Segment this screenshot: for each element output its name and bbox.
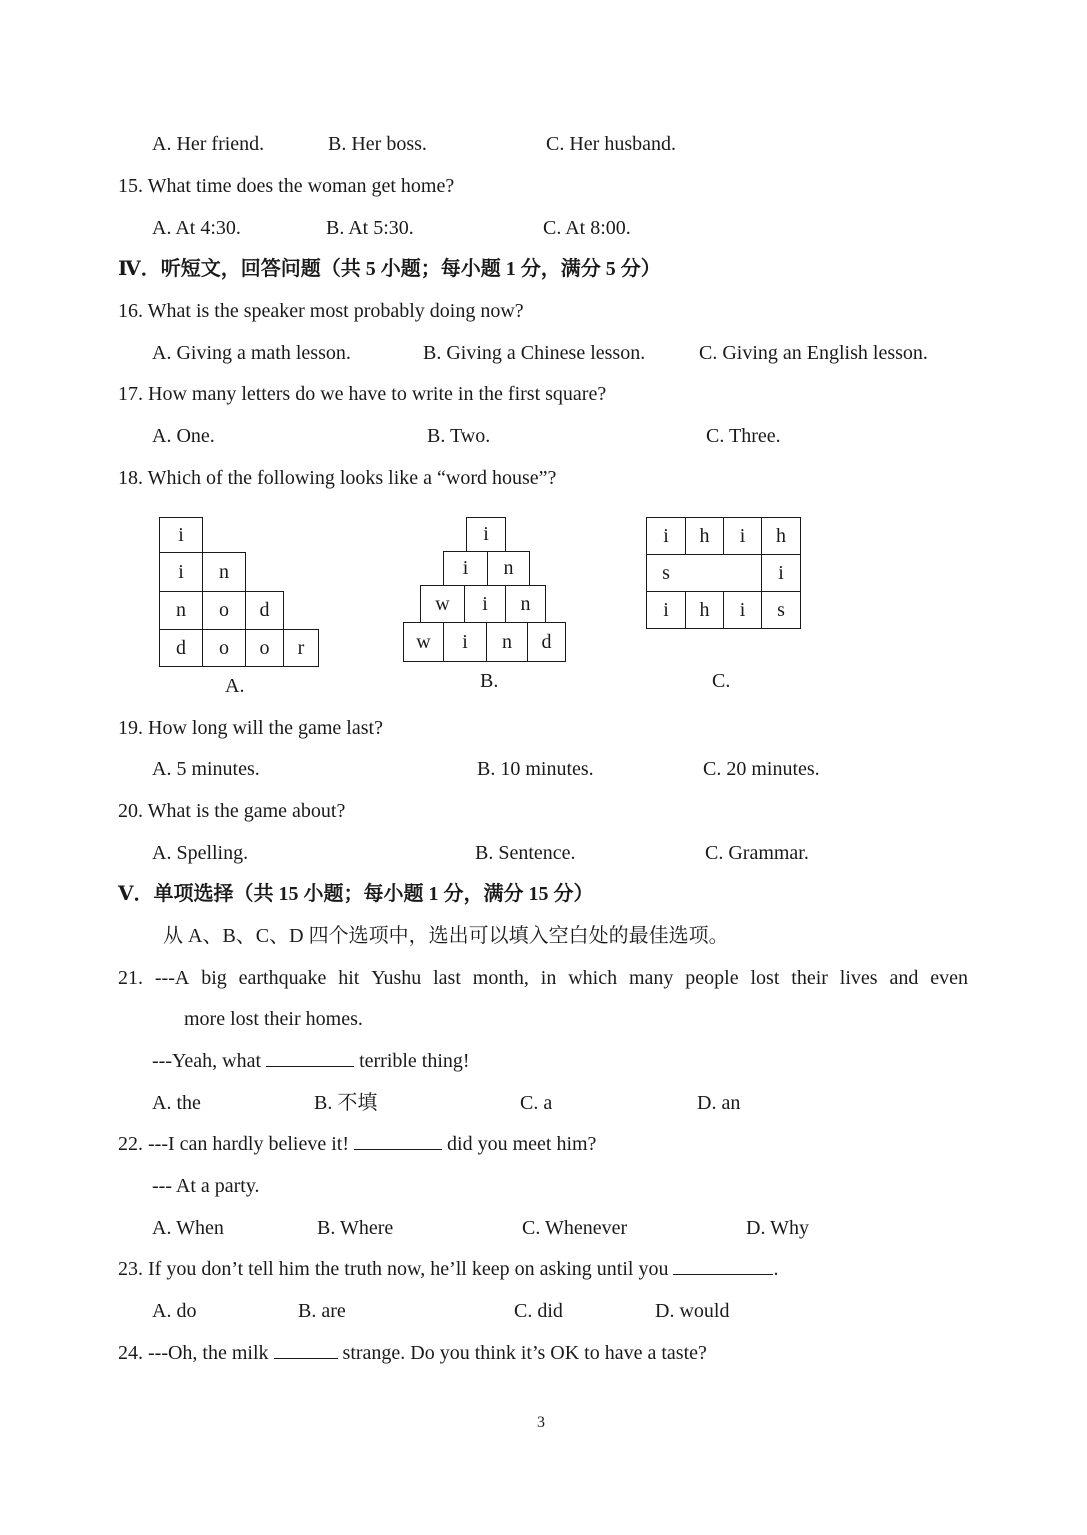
- q23-option-a: A. do: [152, 1300, 197, 1322]
- figure-b-cell: d: [527, 622, 566, 662]
- q21-word: even: [930, 967, 968, 989]
- q19-option-c: C. 20 minutes.: [703, 758, 820, 780]
- q23-stem-after: .: [773, 1258, 779, 1280]
- figure-c-cell: i: [723, 517, 762, 555]
- figure-c-cell: h: [761, 517, 801, 555]
- q17-option-b: B. Two.: [427, 425, 491, 447]
- q21-word: in: [540, 967, 557, 989]
- q14-option-b: B. Her boss.: [328, 133, 427, 155]
- q17-stem: 17. How many letters do we have to write in the first square?: [118, 383, 607, 405]
- q21-word: which: [568, 967, 618, 989]
- q16-option-c: C. Giving an English lesson.: [699, 342, 928, 364]
- figure-b-cell: n: [487, 551, 530, 586]
- q21-word: Yushu: [371, 967, 422, 989]
- figure-a-cell: i: [159, 552, 203, 592]
- q22-option-a: A. When: [152, 1217, 224, 1239]
- q22-option-c: C. Whenever: [522, 1217, 628, 1239]
- q21-stem-line2: more lost their homes.: [184, 1008, 363, 1030]
- figure-c-cell: i: [646, 591, 686, 629]
- figure-b-cell: i: [466, 517, 506, 552]
- figure-a-cell: i: [159, 517, 203, 553]
- q21-option-d: D. an: [697, 1092, 741, 1114]
- q21-reply-after: terrible thing!: [359, 1050, 470, 1072]
- q22-reply: --- At a party.: [152, 1175, 260, 1197]
- section-4-title: Ⅳ．听短文，回答问题（共 5 小题；每小题 1 分，满分 5 分）: [118, 258, 661, 280]
- q23-option-d: D. would: [655, 1300, 730, 1322]
- figure-a-cell: o: [202, 591, 246, 630]
- q21-option-a: A. the: [152, 1092, 201, 1114]
- figure-c-cell: i: [723, 591, 762, 629]
- q21-reply-before: ---Yeah, what: [152, 1050, 262, 1072]
- figure-c-cell: h: [685, 517, 724, 555]
- q21-word: people: [685, 967, 739, 989]
- page-number: 3: [537, 1414, 545, 1431]
- q17-option-a: A. One.: [152, 425, 215, 447]
- q21-option-c: C. a: [520, 1092, 553, 1114]
- q22-option-b: B. Where: [317, 1217, 394, 1239]
- figure-a-cell: n: [159, 591, 203, 630]
- q21-answer-blank[interactable]: [266, 1048, 354, 1067]
- q21-word: and: [889, 967, 919, 989]
- q17-option-c: C. Three.: [706, 425, 781, 447]
- figure-a-cell: r: [283, 629, 319, 667]
- figure-c-cell: i: [761, 554, 801, 592]
- q16-option-a: A. Giving a math lesson.: [152, 342, 351, 364]
- q20-option-a: A. Spelling.: [152, 842, 249, 864]
- q24-stem: [118, 1340, 707, 1366]
- figure-b-cell: n: [505, 585, 546, 623]
- q21-word: month,: [472, 967, 529, 989]
- figure-c-cell: i: [646, 517, 686, 555]
- figure-b-cell: i: [443, 551, 488, 586]
- figure-a-caption: A.: [225, 675, 245, 697]
- figure-a-cell: o: [202, 629, 246, 667]
- q16-option-b: B. Giving a Chinese lesson.: [423, 342, 646, 364]
- q15-option-b: B. At 5:30.: [326, 217, 414, 239]
- q22-option-d: D. Why: [746, 1217, 809, 1239]
- q23-option-c: C. did: [514, 1300, 563, 1322]
- q21-word: lost: [750, 967, 780, 989]
- q19-option-b: B. 10 minutes.: [477, 758, 594, 780]
- figure-b-cell: w: [403, 622, 444, 662]
- q21-word: 21.: [118, 967, 143, 989]
- q21-word: last: [433, 967, 461, 989]
- q14-option-c: C. Her husband.: [546, 133, 676, 155]
- figure-c-cell: s: [761, 591, 801, 629]
- figure-a-cell: d: [245, 591, 284, 630]
- q15-option-c: C. At 8:00.: [543, 217, 631, 239]
- q24-stem-after: strange. Do you think it’s OK to have a taste?: [342, 1342, 707, 1364]
- figure-b-cell: i: [464, 585, 506, 623]
- q22-stem-after: did you meet him?: [447, 1133, 597, 1155]
- q23-stem-before: 23. If you don’t tell him the truth now, he’ll keep on asking until you: [118, 1258, 669, 1280]
- section-5-instruction: 从 A、B、C、D 四个选项中，选出可以填入空白处的最佳选项。: [163, 925, 729, 947]
- q21-word: big: [201, 967, 227, 989]
- figure-a-cell: o: [245, 629, 284, 667]
- figure-c-cell: h: [685, 591, 724, 629]
- q21-word: earthquake: [238, 967, 327, 989]
- q21-option-b: B. 不填: [314, 1092, 378, 1114]
- q21-word: many: [628, 967, 674, 989]
- q21-word: hit: [338, 967, 360, 989]
- q15-option-a: A. At 4:30.: [152, 217, 241, 239]
- q21-word: lives: [839, 967, 878, 989]
- q22-stem: [118, 1131, 596, 1157]
- figure-b-caption: B.: [480, 670, 499, 692]
- q16-stem: 16. What is the speaker most probably doing now?: [118, 300, 524, 322]
- q14-option-a: A. Her friend.: [152, 133, 265, 155]
- q19-stem: 19. How long will the game last?: [118, 717, 383, 739]
- q18-stem: 18. Which of the following looks like a “word house”?: [118, 467, 557, 489]
- q24-answer-blank[interactable]: [274, 1340, 338, 1359]
- q15-stem: 15. What time does the woman get home?: [118, 175, 455, 197]
- q21-word: their: [791, 967, 828, 989]
- figure-a-cell: n: [202, 552, 246, 592]
- q20-stem: 20. What is the game about?: [118, 800, 346, 822]
- figure-c-empty-cell: [685, 554, 762, 592]
- figure-b-cell: i: [443, 622, 487, 662]
- q21-stem-line1: [118, 965, 968, 991]
- figure-a-cell: d: [159, 629, 203, 667]
- q20-option-c: C. Grammar.: [705, 842, 809, 864]
- q23-stem: [118, 1256, 778, 1282]
- q23-answer-blank[interactable]: [673, 1256, 773, 1275]
- figure-c-cell: s: [646, 554, 686, 592]
- q19-option-a: A. 5 minutes.: [152, 758, 260, 780]
- q21-word: ---A: [154, 967, 190, 989]
- figure-b-cell: n: [486, 622, 528, 662]
- q23-option-b: B. are: [298, 1300, 346, 1322]
- q22-answer-blank[interactable]: [354, 1131, 442, 1150]
- q24-stem-before: 24. ---Oh, the milk: [118, 1342, 269, 1364]
- section-5-title: Ⅴ．单项选择（共 15 小题；每小题 1 分，满分 15 分）: [118, 883, 594, 905]
- figure-c-caption: C.: [712, 670, 731, 692]
- figure-b-cell: w: [420, 585, 465, 623]
- q22-stem-before: 22. ---I can hardly believe it!: [118, 1133, 350, 1155]
- q21-reply: [152, 1048, 470, 1074]
- q20-option-b: B. Sentence.: [475, 842, 576, 864]
